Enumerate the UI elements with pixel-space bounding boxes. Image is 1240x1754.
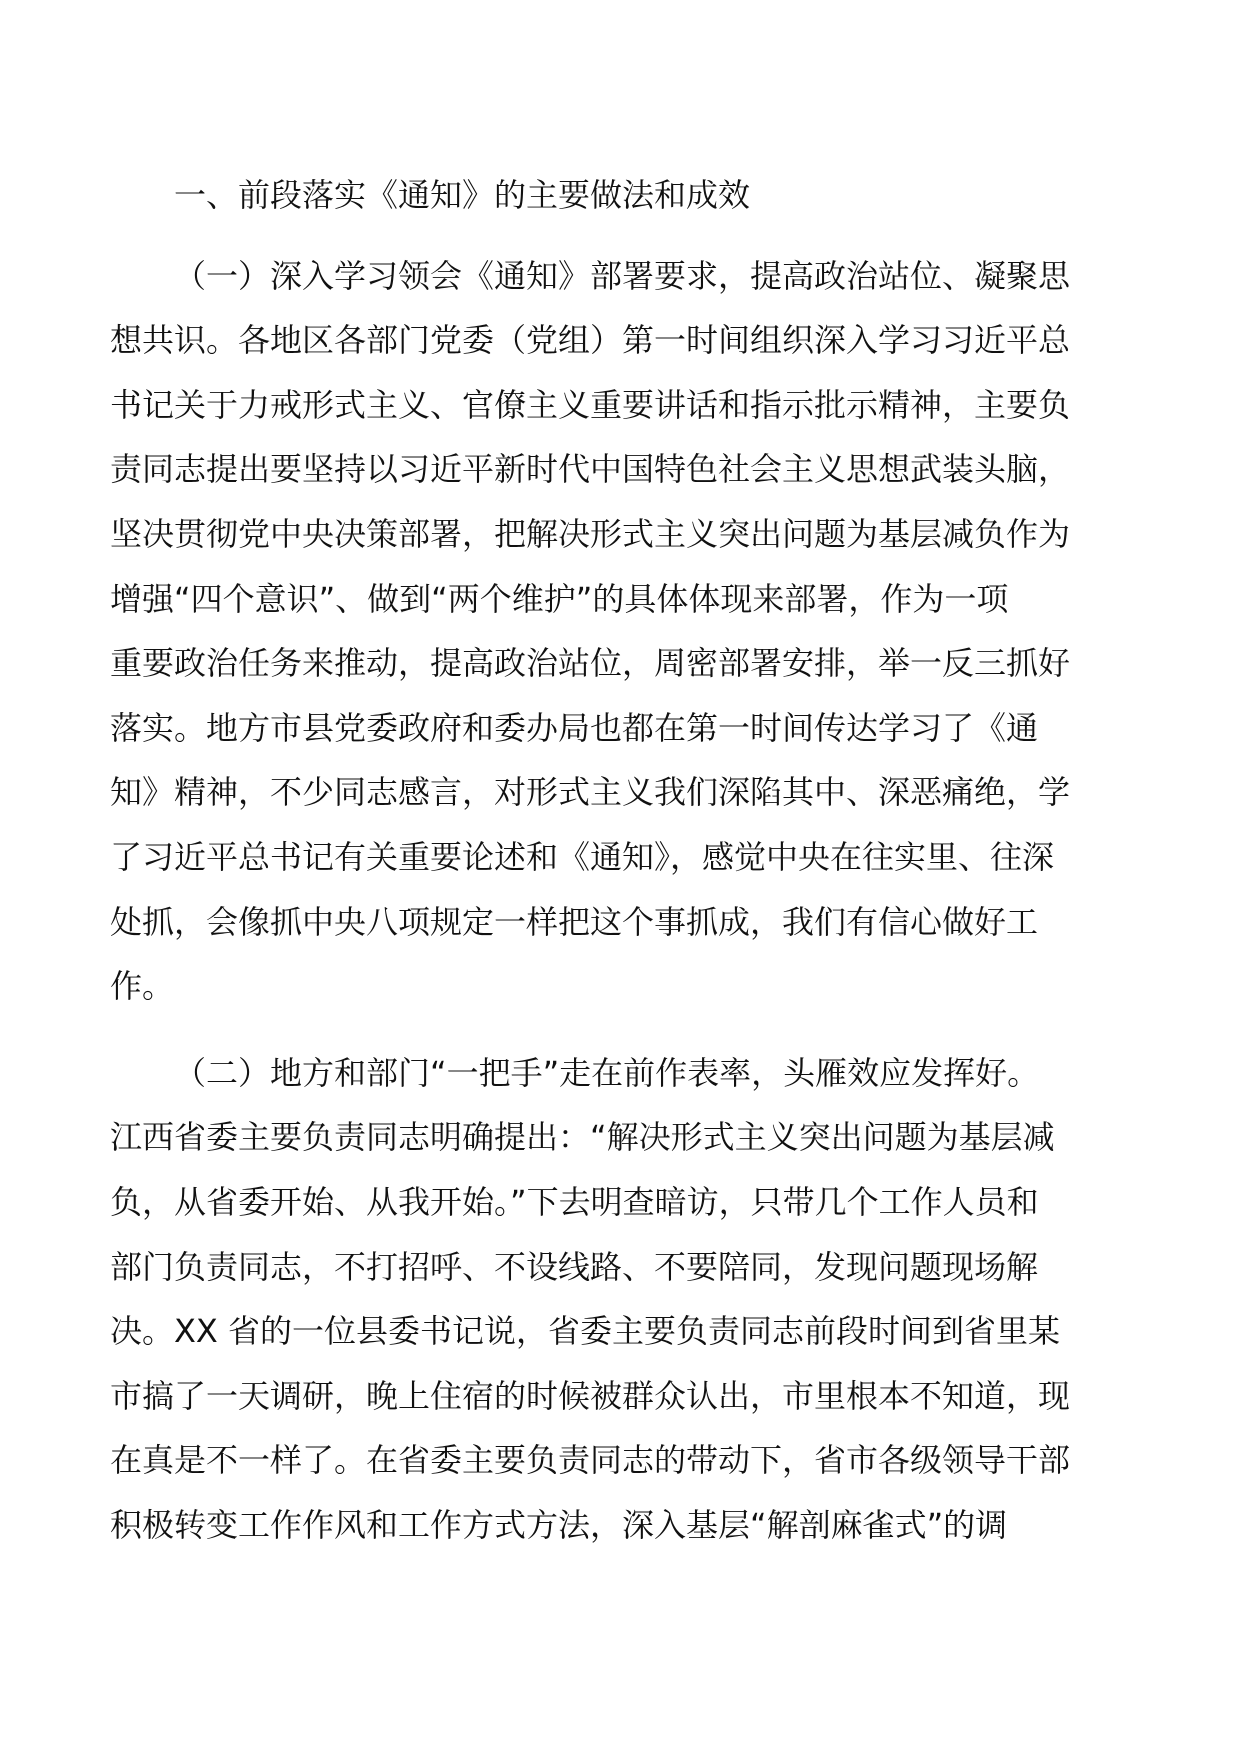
paragraph-line: 负，从省委开始、从我开始。”下去明查暗访，只带几个工作人员和 (110, 1182, 1039, 1221)
paragraph-line: 在真是不一样了。在省委主要负责同志的带动下，省市各级领导干部 (110, 1441, 1071, 1480)
paragraph-line: 坚决贯彻党中央决策部署，把解决形式主义突出问题为基层减负作为 (110, 514, 1071, 553)
paragraph-line: 市搞了一天调研，晚上住宿的时候被群众认出，市里根本不知道，现 (110, 1376, 1071, 1415)
paragraph-line: 增强“四个意识”、做到“两个维护”的具体体现来部署，作为一项 (110, 579, 1009, 618)
paragraph-line: 责同志提出要坚持以习近平新时代中国特色社会主义思想武装头脑， (110, 450, 1071, 489)
paragraph-line: 知》精神，不少同志感言，对形式主义我们深陷其中、深恶痛绝，学 (110, 773, 1071, 812)
paragraph-line: 决。XX 省的一位县委书记说，省委主要负责同志前段时间到省里某 (110, 1312, 1061, 1351)
paragraph-line: 书记关于力戒形式主义、官僚主义重要讲话和指示批示精神，主要负 (110, 385, 1071, 424)
paragraph-2 (110, 1041, 1130, 1558)
document-body (110, 163, 1130, 1557)
paragraph-line: 想共识。各地区各部门党委（党组）第一时间组织深入学习习近平总 (110, 321, 1071, 360)
paragraph-line: 处抓，会像抓中央八项规定一样把这个事抓成，我们有信心做好工 (110, 902, 1039, 941)
paragraph-line: 部门负责同志，不打招呼、不设线路、不要陪同，发现问题现场解 (110, 1247, 1039, 1286)
paragraph-line: 落实。地方市县党委政府和委办局也都在第一时间传达学习了《通 (110, 708, 1039, 747)
paragraph-line: 积极转变工作作风和工作方式方法，深入基层“解剖麻雀式”的调 (110, 1505, 1008, 1544)
paragraph-line: （一）深入学习领会《通知》部署要求，提高政治站位、凝聚思 (174, 256, 1071, 295)
paragraph-line: 了习近平总书记有关重要论述和《通知》，感觉中央在往实里、往深 (110, 837, 1055, 876)
paragraph-1 (110, 244, 1130, 1019)
paragraph-line: 重要政治任务来推动，提高政治站位，周密部署安排，举一反三抓好 (110, 644, 1071, 683)
spacer (110, 1019, 1130, 1041)
paragraph-line: 作。 (110, 967, 175, 1006)
section-heading: 一、前段落实《通知》的主要做法和成效 (174, 176, 751, 214)
spacer (110, 228, 1130, 244)
paragraph-line: 江西省委主要负责同志明确提出：“解决形式主义突出问题为基层减 (110, 1118, 1055, 1157)
paragraph-line: （二）地方和部门“一把手”走在前作表率，头雁效应发挥好。 (174, 1053, 1040, 1092)
